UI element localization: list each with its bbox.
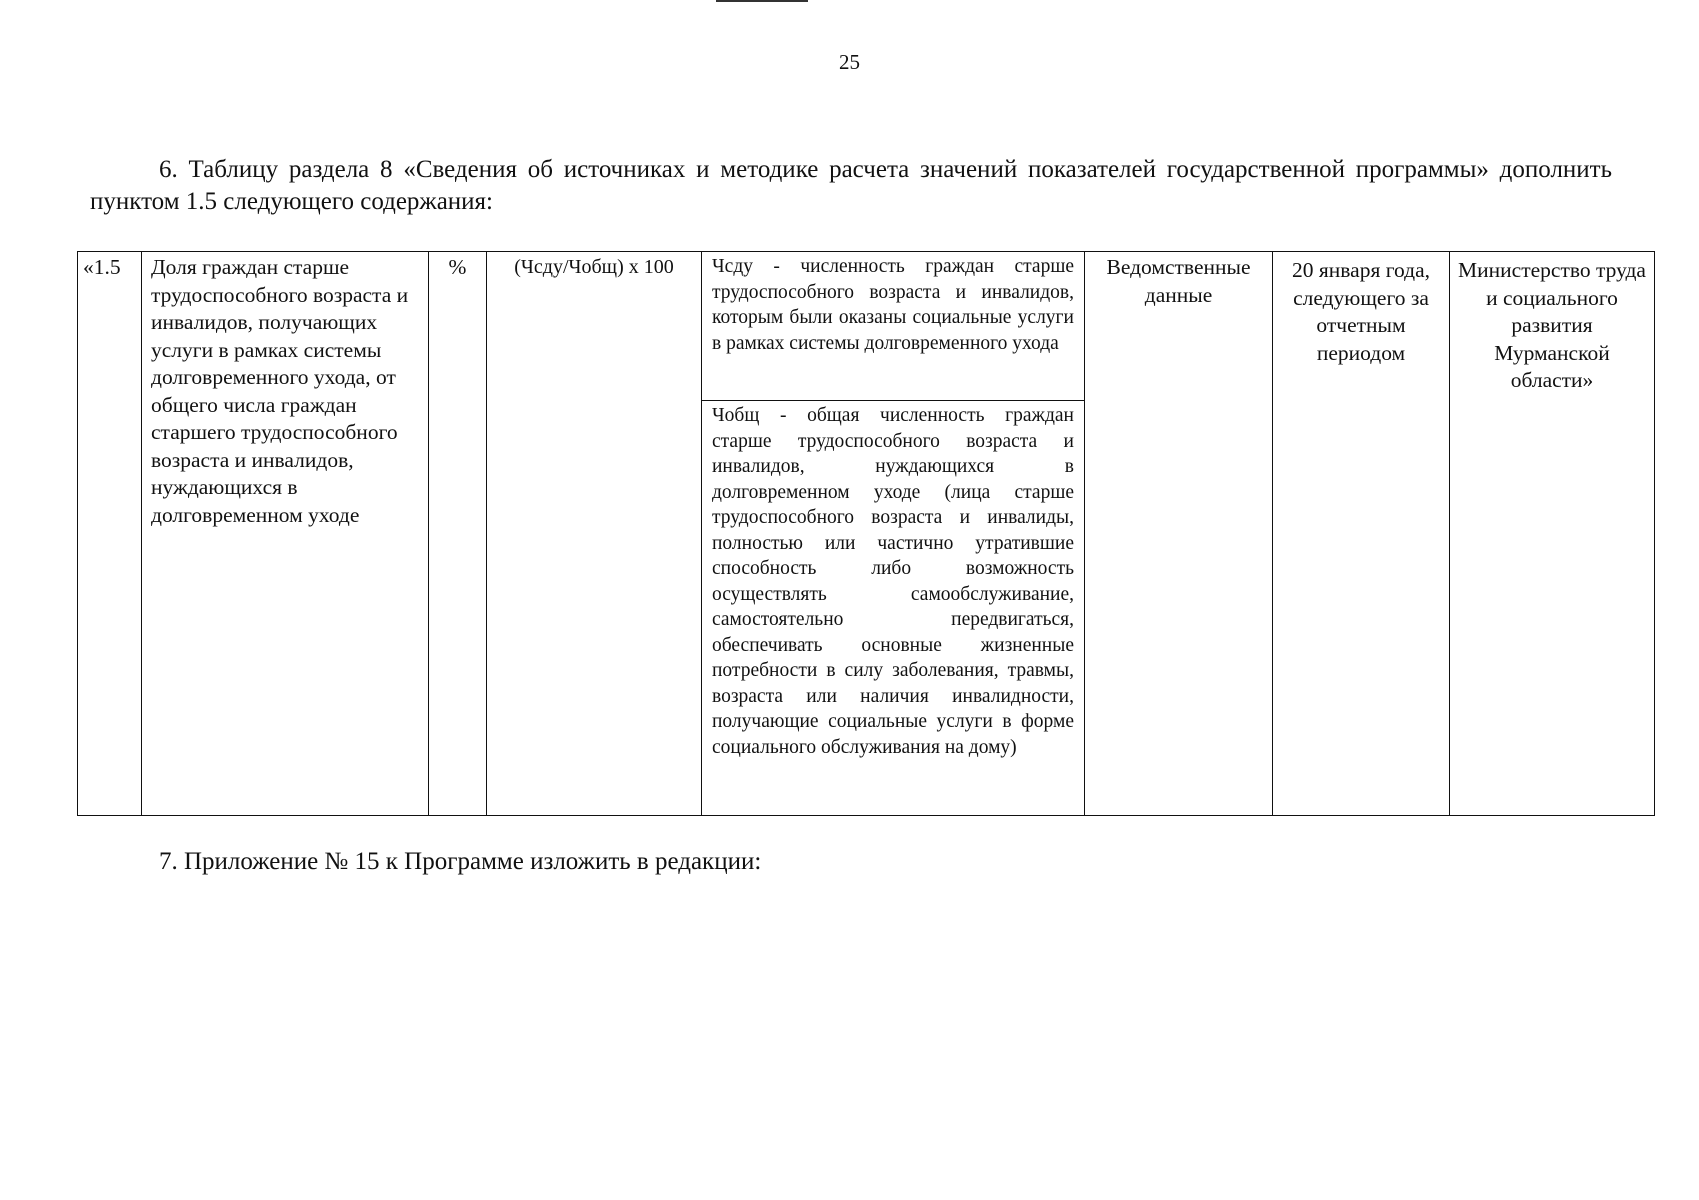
- variable-chobshch-definition: Чобщ - общая численность граждан старше трудоспособного возраста и инвалидов, нуждающихся в долговременном уходе (лица старше трудоспособного возраста и инвалиды, полностью или частично утратившие способность либо возможность осуществлять самообслуживание, самостоятельно передвигаться, обеспечивать основные жизненные потребности в силу заболевания, травмы, возраста или наличия инвалидности, получающие социальные услуги в форме социального обслуживания на дому): [712, 405, 1074, 758]
- item-number: «1.5: [78, 252, 142, 816]
- indicator-name: Доля граждан старше трудоспособного возраста и инвалидов, получающих услуги в рамках системы долговременного ухода, от общего числа граждан старшего трудоспособного возраста и инвалидов, нуждающихся в долговременном уходе: [142, 252, 429, 816]
- calculation-formula: (Чсду/Чобщ) х 100: [487, 252, 702, 816]
- variables-cell: [702, 252, 1085, 816]
- indicator-table: [77, 251, 1655, 816]
- scan-artifact-line: [716, 0, 808, 2]
- data-source: Ведомственные данные: [1085, 252, 1273, 816]
- paragraph-6: 6. Таблицу раздела 8 «Сведения об источниках и методике расчета значений показателей государственной программы» дополнить пунктом 1.5 следующего содержания:: [90, 156, 1612, 215]
- paragraph-7: 7. Приложение № 15 к Программе изложить в редакции:: [159, 848, 762, 875]
- variable-chsdu-definition: Чсду - численность граждан старше трудоспособного возраста и инвалидов, которым были оказаны социальные услуги в рамках системы долговременного ухода: [702, 252, 1084, 401]
- table-row: [78, 252, 1655, 816]
- responsible-body: Министерство труда и социального развития Мурманской области»: [1450, 252, 1655, 816]
- page-number: 25: [839, 50, 860, 74]
- reporting-date: 20 января года, следующего за отчетным периодом: [1273, 252, 1450, 816]
- unit-of-measure: %: [429, 252, 487, 816]
